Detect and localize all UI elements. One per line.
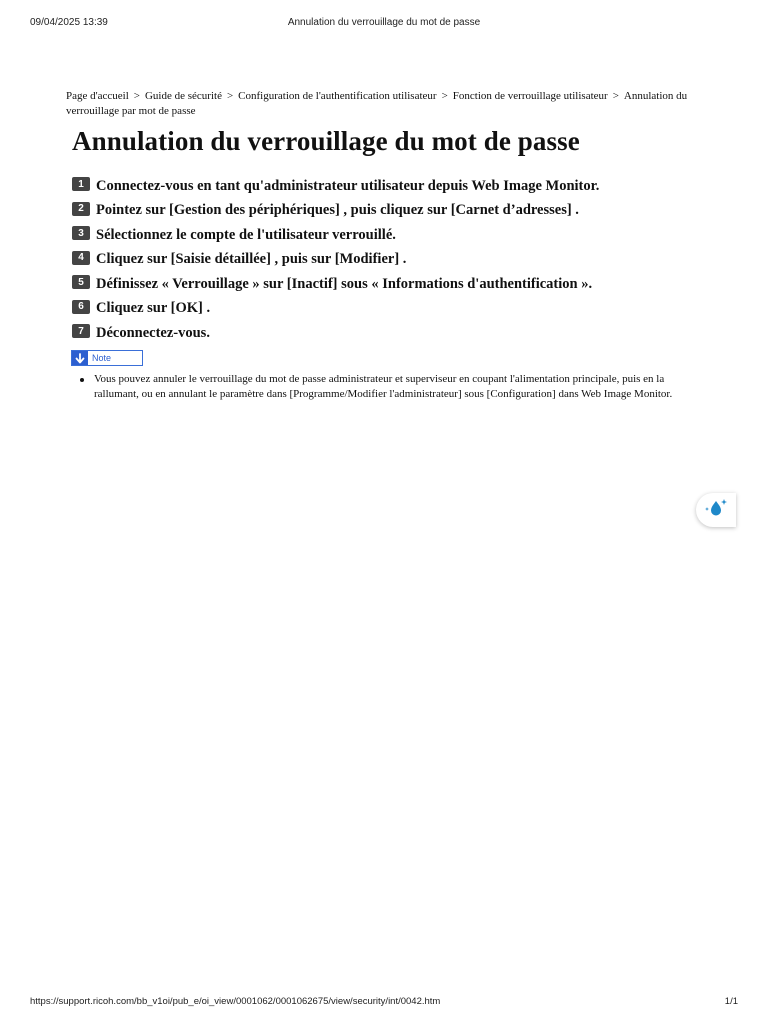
step-text: Définissez « Verrouillage » sur [Inactif] sous « Informations d'authentification ». — [96, 275, 593, 292]
arrow-down-icon — [72, 351, 88, 365]
step-list — [72, 174, 732, 346]
breadcrumb-separator: > — [441, 90, 448, 102]
step-item — [72, 174, 732, 199]
breadcrumb-item-lockout-function[interactable]: Fonction de verrouillage utilisateur — [452, 90, 608, 102]
breadcrumb-separator: > — [612, 90, 619, 102]
print-footer — [0, 996, 768, 1010]
step-number-badge: 6 — [72, 300, 90, 314]
step-text: Cliquez sur [OK] . — [96, 300, 211, 317]
step-item — [72, 199, 732, 224]
note-label: Note — [92, 353, 112, 363]
step-item — [72, 248, 732, 273]
step-text: Pointez sur [Gestion des périphériques] , puis cliquez sur [Carnet d’adresses] . — [96, 202, 579, 219]
breadcrumb-item-auth-config[interactable]: Configuration de l'authentification utilisateur — [238, 90, 437, 102]
print-datetime: 09/04/2025 13:39 — [30, 17, 108, 28]
list-item: Vous pouvez annuler le verrouillage du mot de passe administrateur et superviseur en coupant l'alimentation principale, puis en la rallumant, ou en annulant le paramètre dans [Programme/Modifier l'administrateur] sous [Configuration] dans Web Image Monitor. — [78, 372, 708, 402]
step-text: Déconnectez-vous. — [96, 324, 210, 341]
step-number-badge: 4 — [72, 251, 90, 265]
note-list — [78, 372, 708, 402]
page-number: 1/1 — [724, 996, 738, 1007]
step-item — [72, 321, 732, 346]
breadcrumb-item-current: Annulation du verrouillage par mot de passe — [66, 90, 688, 117]
step-number-badge: 1 — [72, 177, 90, 191]
print-url: https://support.ricoh.com/bb_v1oi/pub_e/oi_view/0001062/0001062675/view/security/int/0042.htm — [30, 996, 441, 1007]
step-item — [72, 297, 732, 322]
print-header — [0, 17, 768, 31]
floating-assistant-button[interactable] — [696, 493, 736, 527]
breadcrumb — [66, 89, 728, 119]
step-item — [72, 223, 732, 248]
breadcrumb-item-security-guide[interactable]: Guide de sécurité — [144, 90, 222, 102]
sparkle-drop-icon — [703, 497, 729, 524]
breadcrumb-separator: > — [226, 90, 234, 102]
step-number-badge: 2 — [72, 202, 90, 216]
breadcrumb-separator: > — [133, 90, 140, 102]
step-text: Connectez-vous en tant qu'administrateur utilisateur depuis Web Image Monitor. — [96, 177, 600, 194]
note-badge — [71, 350, 143, 366]
step-item — [72, 272, 732, 297]
step-number-badge: 3 — [72, 226, 90, 240]
step-number-badge: 7 — [72, 324, 90, 338]
breadcrumb-item-home[interactable]: Page d'accueil — [66, 90, 129, 102]
step-number-badge: 5 — [72, 275, 90, 289]
step-text: Cliquez sur [Saisie détaillée] , puis sur [Modifier] . — [96, 251, 407, 268]
print-title: Annulation du verrouillage du mot de passe — [287, 17, 481, 28]
step-text: Sélectionnez le compte de l'utilisateur verrouillé. — [96, 226, 396, 243]
page-title: Annulation du verrouillage du mot de passe — [72, 126, 580, 156]
